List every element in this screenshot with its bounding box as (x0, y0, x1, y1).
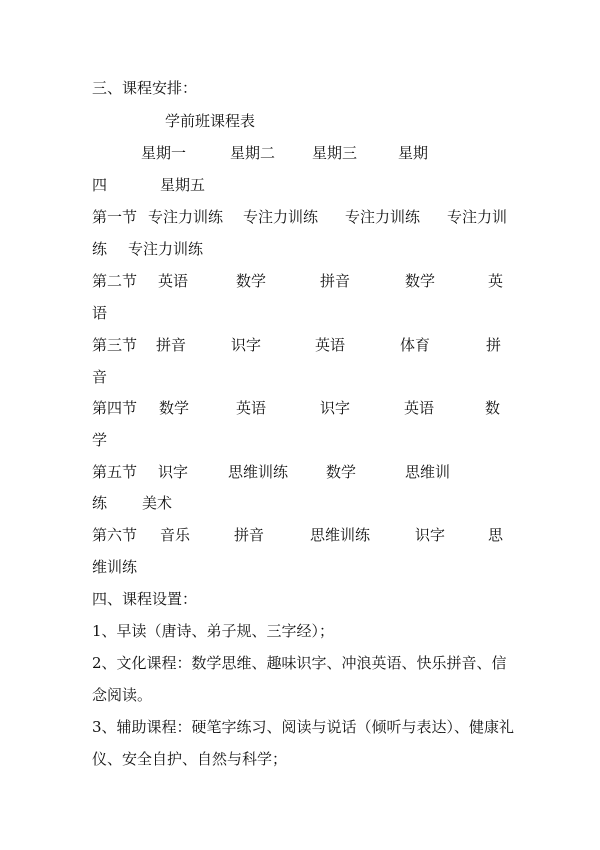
timetable-cell: 拼 (486, 336, 502, 354)
period-label: 第五节 (92, 463, 138, 481)
day-header: 星期二 (230, 144, 276, 162)
timetable-cell: 专注力训练 (148, 208, 224, 226)
timetable-cell: 体育 (400, 336, 431, 354)
timetable-cell: 学 (92, 431, 108, 449)
timetable-cell: 数学 (405, 272, 436, 290)
timetable-cell: 维训练 (92, 558, 138, 576)
timetable-cell: 音 (92, 368, 108, 386)
timetable-cell: 练 (92, 240, 108, 258)
timetable-cell: 识字 (320, 399, 351, 417)
timetable-cell: 思维训 (405, 463, 451, 481)
timetable-cell: 识字 (231, 336, 262, 354)
timetable-cell: 专注力训练 (345, 208, 421, 226)
period-label: 第二节 (92, 272, 138, 290)
timetable-cell: 思维训练 (228, 463, 289, 481)
timetable-cell: 识字 (158, 463, 189, 481)
timetable-cell: 识字 (415, 526, 446, 544)
course-item-continued: 仪、安全自护、自然与科学； (92, 750, 288, 768)
period-label: 第六节 (92, 526, 138, 544)
timetable-cell: 专注力训练 (128, 240, 204, 258)
day-header: 星期 (398, 144, 429, 162)
timetable-cell: 英语 (158, 272, 189, 290)
timetable-cell: 拼音 (320, 272, 351, 290)
timetable-cell: 英语 (315, 336, 346, 354)
timetable-cell: 拼音 (156, 336, 187, 354)
timetable-cell: 语 (92, 304, 108, 322)
section-heading: 四、课程设置： (92, 590, 198, 608)
course-item: 1、早读（唐诗、弟子规、三字经）； (92, 622, 335, 640)
timetable-cell: 音乐 (160, 526, 191, 544)
day-header: 四 (92, 176, 108, 194)
timetable-cell: 数 (485, 399, 501, 417)
day-header: 星期一 (141, 144, 187, 162)
timetable-cell: 思维训练 (310, 526, 371, 544)
timetable-cell: 英语 (236, 399, 267, 417)
course-item: 3、辅助课程：硬笔字练习、阅读与说话（倾听与表达）、健康礼 (92, 718, 515, 736)
day-header: 星期五 (160, 176, 206, 194)
period-label: 第一节 (92, 208, 138, 226)
timetable-cell: 练 (92, 494, 108, 512)
course-item: 2、文化课程：数学思维、趣味识字、冲浪英语、快乐拼音、信 (92, 654, 507, 672)
timetable-cell: 英语 (404, 399, 435, 417)
timetable-cell: 专注力训 (447, 208, 508, 226)
period-label: 第三节 (92, 336, 138, 354)
day-header: 星期三 (312, 144, 358, 162)
timetable-cell: 英 (488, 272, 504, 290)
timetable-cell: 数学 (326, 463, 357, 481)
timetable-title: 学前班课程表 (165, 112, 256, 130)
timetable-cell: 思 (488, 526, 504, 544)
timetable-cell: 专注力训练 (243, 208, 319, 226)
period-label: 第四节 (92, 399, 138, 417)
timetable-cell: 美术 (142, 494, 173, 512)
timetable-cell: 数学 (159, 399, 190, 417)
course-item-continued: 念阅读。 (92, 686, 153, 704)
timetable-cell: 数学 (236, 272, 267, 290)
timetable-cell: 拼音 (234, 526, 265, 544)
section-heading: 三、课程安排： (92, 79, 198, 97)
